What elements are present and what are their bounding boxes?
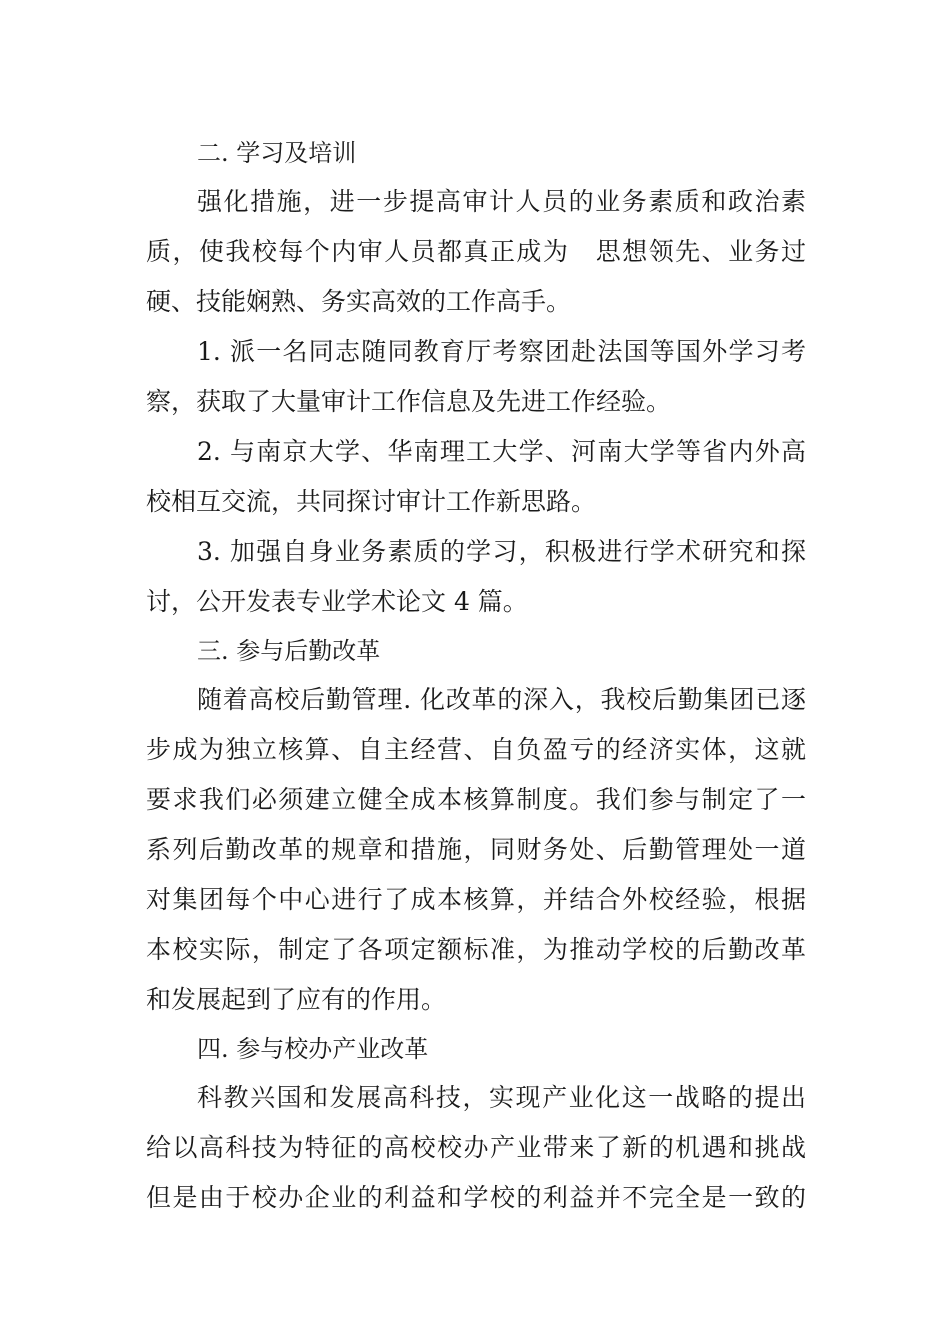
paragraph-line: 强化措施，进一步提高审计人员的业务素质和政治素: [197, 187, 806, 216]
section-heading-2: 二. 学习及培训: [197, 139, 357, 167]
list-item-line: 3. 加强自身业务素质的学习，积极进行学术研究和探: [197, 537, 806, 566]
paragraph-line: 要求我们必须建立健全成本核算制度。我们参与制定了一: [146, 785, 806, 814]
paragraph-line: 步成为独立核算、自主经营、自负盈亏的经济实体，这就: [146, 735, 806, 764]
section-heading-4: 四. 参与校办产业改革: [197, 1035, 429, 1063]
list-item-line: 1. 派一名同志随同教育厅考察团赴法国等国外学习考: [197, 337, 806, 366]
paragraph-line: 系列后勤改革的规章和措施，同财务处、后勤管理处一道: [146, 835, 806, 864]
paragraph-line: 质，使我校每个内审人员都真正成为 思想领先、业务过: [146, 237, 806, 266]
list-item-line: 察，获取了大量审计工作信息及先进工作经验。: [146, 387, 672, 416]
list-item-line: 校相互交流，共同探讨审计工作新思路。: [146, 487, 597, 516]
paragraph-line: 给以高科技为特征的高校校办产业带来了新的机遇和挑战: [146, 1133, 806, 1162]
paragraph-line: 硬、技能娴熟、务实高效的工作高手。: [146, 287, 572, 316]
list-item-line: 讨，公开发表专业学术论文 4 篇。: [146, 587, 528, 616]
list-item-line: 2. 与南京大学、华南理工大学、河南大学等省内外高: [197, 437, 806, 466]
paragraph-line: 但是由于校办企业的利益和学校的利益并不完全是一致的: [146, 1183, 806, 1212]
paragraph-line: 和发展起到了应有的作用。: [146, 985, 447, 1014]
paragraph-line: 随着高校后勤管理. 化改革的深入，我校后勤集团已逐: [197, 685, 806, 714]
paragraph-line: 对集团每个中心进行了成本核算，并结合外校经验，根据: [146, 885, 806, 914]
section-heading-3: 三. 参与后勤改革: [197, 637, 381, 665]
paragraph-line: 科教兴国和发展高科技，实现产业化这一战略的提出: [197, 1083, 806, 1112]
paragraph-line: 本校实际，制定了各项定额标准，为推动学校的后勤改革: [146, 935, 806, 964]
